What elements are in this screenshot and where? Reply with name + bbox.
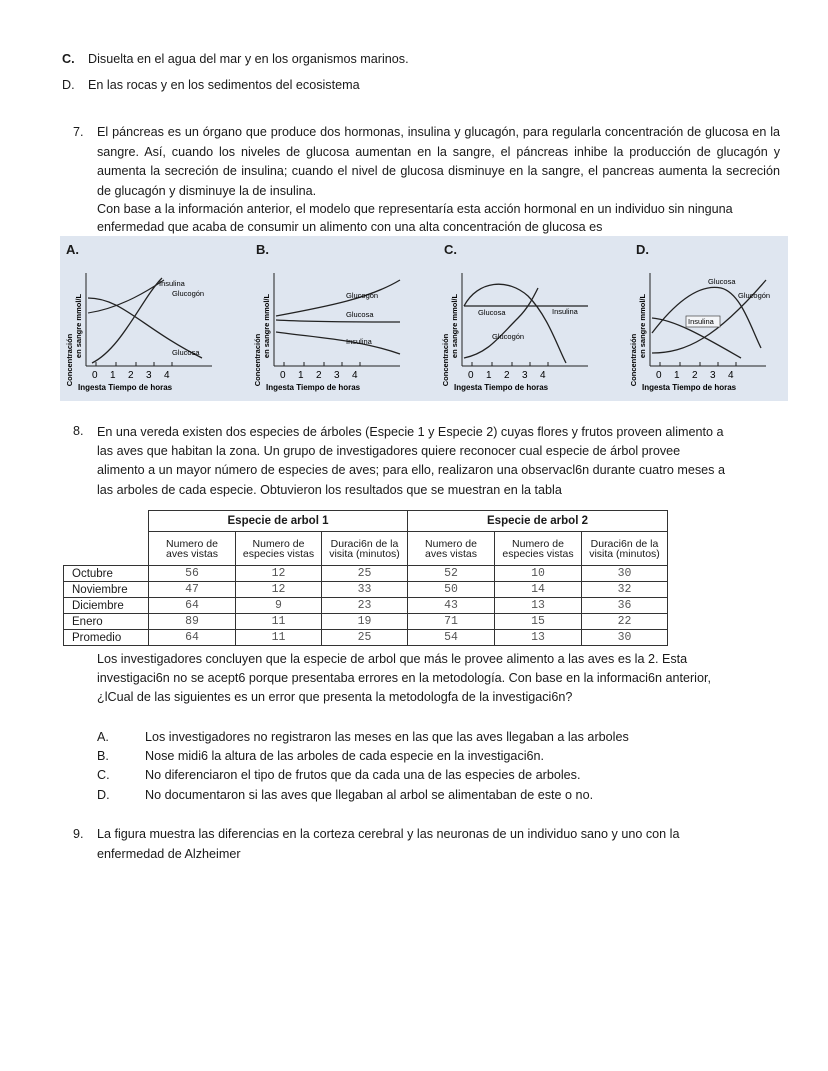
cell: 47 [149,582,236,598]
question-8-after-line-3: ¿lCual de las siguientes es un error que presenta la metodologfa de la investigaci6n? [97,690,573,704]
cell: 32 [582,582,668,598]
chart-d-tick-0: 0 [656,370,662,381]
chart-a-label-3: Glucosa [172,348,200,357]
question-8-after-line-2: investigaci6n no se acept6 porque presentaba errores en la metodología. Con base en la informaci6n anterior, [97,671,711,685]
chart-a-tick-0: 0 [92,370,98,381]
chart-c-tick-1: 1 [486,370,492,381]
chart-a-label-2: Glucogón [172,289,205,298]
chart-c-ylabel-2: en sangre mmol/L [450,293,459,359]
chart-b-label-2: Glucosa [346,310,374,319]
chart-c-tick-4: 4 [540,370,546,381]
chart-a-tick-1: 1 [110,370,116,381]
option-d-text: En las rocas y en los sedimentos del ecosistema [88,78,360,92]
chart-c-label-3: Glucogón [492,332,525,341]
chart-c-curve-1 [464,284,566,363]
table-corner [64,532,149,566]
chart-d-tick-4: 4 [728,370,734,381]
chart-b-ylabel-2: en sangre mmol/L [262,293,271,359]
table-row [64,614,668,630]
chart-d-xlabel: Ingesta Tiempo de horas [642,383,737,392]
option-d-letter: D. [62,78,75,92]
table-group-header-1: Especie de arbol 1 [149,511,408,532]
cell: 13 [495,630,582,646]
chart-a-label-1: Insulina [159,279,185,288]
q8-option-d-text[interactable]: No documentaron si las aves que llegaban al arbol se alimentaban de este o no. [145,788,594,802]
table-header-cell: Numero de especies vistas [495,532,582,566]
cell: 11 [236,614,322,630]
table-header-cell: Numero de especies vistas [236,532,322,566]
chart-a-letter: A. [66,242,79,257]
chart-a [62,258,232,398]
table-corner [64,511,149,532]
option-c-text: Disuelta en el agua del mar y en los organismos marinos. [88,52,409,66]
chart-a-tick-4: 4 [164,370,170,381]
question-7-line2: Con base a la información anterior, el modelo que representaría esta acción hormonal en un individuo sin ninguna [97,202,733,216]
row-label: Diciembre [64,598,149,614]
table-header-cell: Numero de aves vistas [408,532,495,566]
chart-d-label-2: Glucogón [738,291,771,300]
chart-b [250,258,420,398]
cell: 54 [408,630,495,646]
chart-c [438,258,608,398]
question-8-line-1: En una vereda existen dos especies de árboles (Especie 1 y Especie 2) cuyas flores y frutos proveen alimento a [97,425,724,439]
chart-b-tick-4: 4 [352,370,358,381]
table-row [64,630,668,646]
chart-c-tick-2: 2 [504,370,510,381]
table-group-header-2: Especie de arbol 2 [408,511,668,532]
chart-c-letter: C. [444,242,457,257]
question-8-line-2: las aves que habitan la zona. Un grupo de investigadores quiere reconocer cual especie de árbol provee [97,444,681,458]
cell: 50 [408,582,495,598]
chart-b-tick-0: 0 [280,370,286,381]
table-row [64,598,668,614]
chart-a-tick-3: 3 [146,370,152,381]
chart-d-ylabel-1: Concentración [629,333,638,387]
chart-b-tick-2: 2 [316,370,322,381]
q8-option-a-text[interactable]: Los investigadores no registraron las meses en las que las aves llegaban a las arboles [145,730,629,744]
row-label: Promedio [64,630,149,646]
cell: 71 [408,614,495,630]
cell: 10 [495,566,582,582]
option-c-letter: C. [62,52,75,66]
q8-option-d-letter: D. [97,788,110,802]
table-row [64,566,668,582]
chart-b-xlabel: Ingesta Tiempo de horas [266,383,361,392]
chart-a-xlabel: Ingesta Tiempo de horas [78,383,173,392]
question-9-number: 9. [73,827,84,841]
cell: 25 [322,566,408,582]
chart-c-curve-3 [464,288,538,358]
chart-b-tick-3: 3 [334,370,340,381]
chart-b-ylabel-1: Concentración [253,333,262,387]
cell: 9 [236,598,322,614]
cell: 15 [495,614,582,630]
cell: 14 [495,582,582,598]
q8-option-c-letter: C. [97,768,110,782]
chart-b-label-1: Glucogón [346,291,379,300]
cell: 12 [236,566,322,582]
cell: 30 [582,630,668,646]
chart-c-tick-3: 3 [522,370,528,381]
chart-c-label-2: Insulina [552,307,578,316]
chart-b-curve-2 [276,320,400,322]
cell: 64 [149,630,236,646]
chart-d-ylabel-2: en sangre mmol/L [638,293,647,359]
q8-option-b-letter: B. [97,749,109,763]
question-8-line-3: alimento a un mayor número de especies de aves; para ello, realizaron una observacl6n durante cuatro meses a [97,463,725,477]
cell: 13 [495,598,582,614]
table-header-cell: Duraci6n de la visita (minutos) [322,532,408,566]
cell: 11 [236,630,322,646]
q8-option-a-letter: A. [97,730,109,744]
hormone-charts-panel [60,236,788,401]
chart-c-xlabel: Ingesta Tiempo de horas [454,383,549,392]
chart-b-curve-3 [276,332,400,354]
question-8-after-line-1: Los investigadores concluyen que la especie de arbol que más le provee alimento a las aves es la 2. Esta [97,652,688,666]
question-9-line-1: La figura muestra las diferencias en la corteza cerebral y las neuronas de un individuo sano y uno con la [97,827,680,841]
chart-b-curve-1 [276,280,400,316]
row-label: Octubre [64,566,149,582]
cell: 23 [322,598,408,614]
q8-option-c-text[interactable]: No diferenciaron el tipo de frutos que da cada una de las especies de arboles. [145,768,581,782]
chart-b-tick-1: 1 [298,370,304,381]
chart-d-letter: D. [636,242,649,257]
q8-option-b-text[interactable]: Nose midi6 la altura de las arboles de cada especie en la investigaci6n. [145,749,545,763]
chart-d-label-1: Glucosa [708,277,736,286]
row-label: Noviembre [64,582,149,598]
chart-a-curve-3 [88,280,164,313]
cell: 12 [236,582,322,598]
table-header-cell: Numero de aves vistas [149,532,236,566]
chart-d-tick-3: 3 [710,370,716,381]
cell: 33 [322,582,408,598]
chart-c-label-1: Glucosa [478,308,506,317]
chart-c-ylabel-1: Concentración [441,333,450,387]
chart-b-letter: B. [256,242,269,257]
cell: 22 [582,614,668,630]
chart-d-tick-2: 2 [692,370,698,381]
cell: 25 [322,630,408,646]
question-9-line-2: enfermedad de Alzheimer [97,847,241,861]
cell: 89 [149,614,236,630]
chart-a-tick-2: 2 [128,370,134,381]
chart-b-label-3: Insulina [346,337,372,346]
table-header-cell: Duraci6n de la visita (minutos) [582,532,668,566]
chart-a-ylabel-2: en sangre mmol/L [74,293,83,359]
bird-observation-table [63,510,668,646]
chart-d-tick-1: 1 [674,370,680,381]
chart-d [626,258,786,398]
chart-c-tick-0: 0 [468,370,474,381]
cell: 30 [582,566,668,582]
chart-a-curve-2 [92,278,162,363]
cell: 43 [408,598,495,614]
cell: 56 [149,566,236,582]
question-8-number: 8. [73,424,84,438]
question-8-line-4: las arboles de cada especie. Obtuvieron los resultados que se muestran en la tabla [97,483,562,497]
question-7-line3: enfermedad que acaba de consumir un alimento con una alta concentración de glucosa es [97,220,603,234]
cell: 36 [582,598,668,614]
question-7-paragraph: El páncreas es un órgano que produce dos hormonas, insulina y glucagón, para regularla concentración de glucosa en la sangre. Así, cuando los niveles de glucosa aumentan en la sangre, el páncreas inhibe la producción de glucagón y aumenta la secreción de insulina; cuando el nivel de glucosa disminuye en la sangre, el pancreas aumenta la secreción de glucagón y disminuye la de insulina. [97,125,780,198]
row-label: Enero [64,614,149,630]
table-row [64,582,668,598]
cell: 52 [408,566,495,582]
chart-a-ylabel-1: Concentración [65,333,74,387]
cell: 19 [322,614,408,630]
cell: 64 [149,598,236,614]
question-7-number: 7. [73,125,84,139]
chart-d-label-3: Insulina [688,317,714,326]
